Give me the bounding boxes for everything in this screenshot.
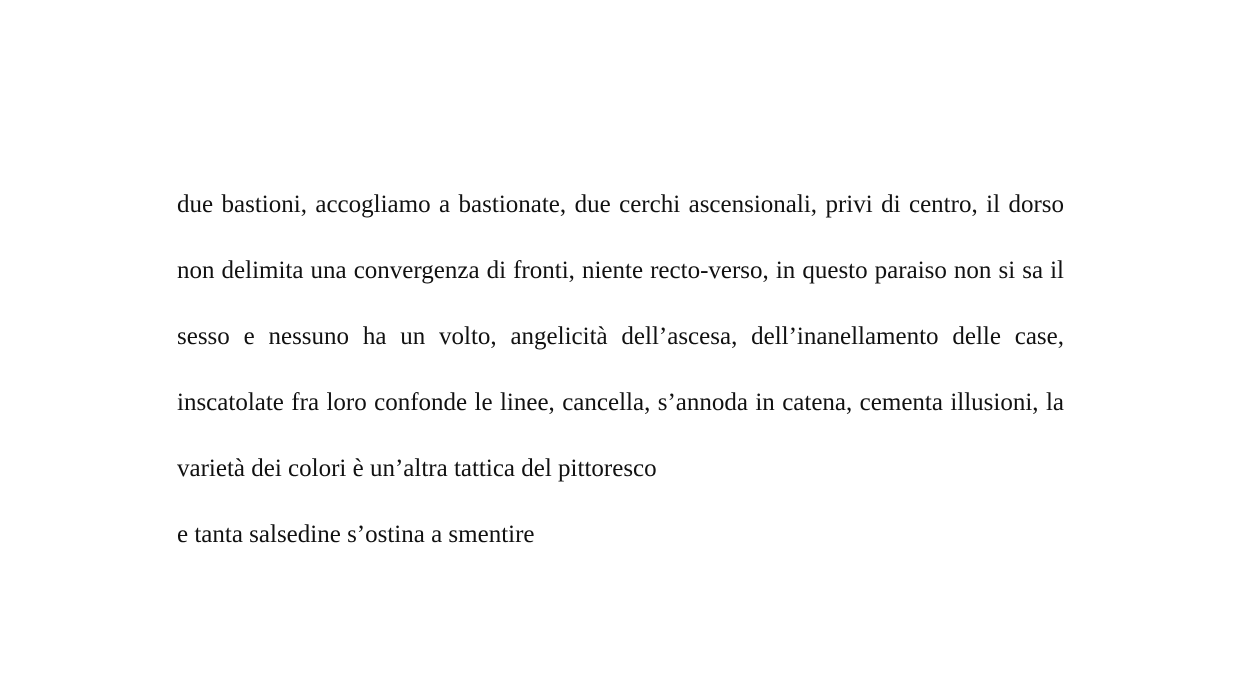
document-body bbox=[177, 172, 1064, 568]
paragraph-1: due bastioni, accogliamo a bastionate, due cerchi ascensionali, privi di centro, il dorso non delimita una convergenza di fronti, niente recto-verso, in questo paraiso non si sa il sesso e nessuno ha un volto, angelicità dell’ascesa, dell’inanellamento delle case, inscatolate fra loro confonde le linee, cancella, s’annoda in catena, cementa illusioni, la varietà dei colori è un’altra tattica del pittoresco bbox=[177, 191, 1064, 482]
paragraph-2: e tanta salsedine s’ostina a smentire bbox=[177, 521, 535, 548]
